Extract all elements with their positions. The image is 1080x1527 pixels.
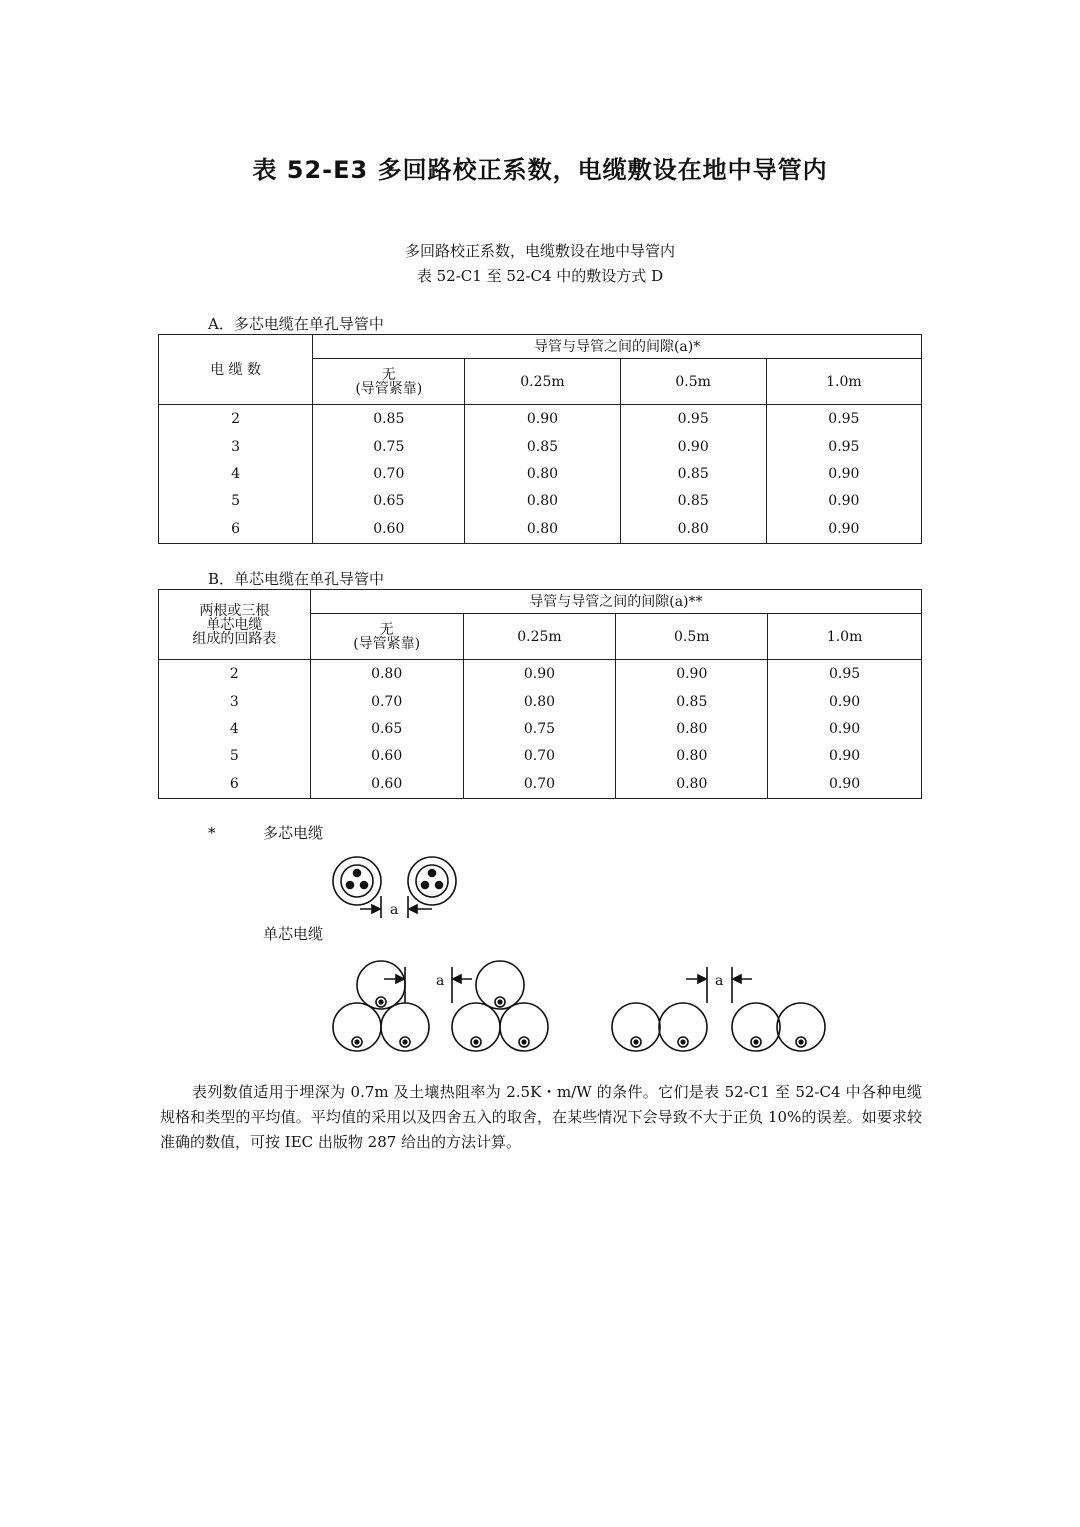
table-b-col-none-line1: 无	[379, 621, 394, 638]
row-count-cell: 2	[159, 405, 313, 434]
factor-cell: 0.70	[463, 743, 616, 770]
factor-cell: 0.60	[310, 743, 463, 770]
factor-cell: 0.80	[616, 743, 768, 770]
note-asterisk: *	[208, 824, 216, 842]
factor-cell: 0.95	[766, 405, 921, 434]
factor-cell: 0.90	[768, 716, 922, 743]
explanatory-paragraph: 表列数值适用于埋深为 0.7m 及土壤热阻率为 2.5K・m/W 的条件。它们是表 52-C1 至 52-C4 中各种电缆规格和类型的平均值。平均值的采用以及四舍五入的取舍，在某些情况下会导致不大于正负 10%的误差。如要求较准确的数值，可按 IEC 出版物 287 给出的方法计算。	[160, 1083, 922, 1151]
factor-cell: 0.95	[620, 405, 766, 434]
factor-cell: 0.90	[463, 660, 616, 689]
row-count-cell: 3	[159, 689, 311, 716]
row-count-cell: 5	[159, 743, 311, 770]
singlecore-cable-diagram	[320, 955, 840, 1060]
table-a-spacing-header: 导管与导管之间的间隙(a)*	[313, 335, 922, 359]
table-row	[159, 770, 922, 799]
trefoil-spacing-symbol: a	[436, 973, 445, 989]
table-b-label: B．单芯电缆在单孔导管中	[208, 570, 385, 588]
table-row	[159, 434, 922, 461]
singlecore-label: 单芯电缆	[263, 925, 324, 943]
factor-cell: 0.90	[766, 461, 921, 488]
row-count-cell: 6	[159, 770, 311, 799]
multicore-cable-diagram	[320, 848, 470, 923]
multicore-conduit-left	[333, 857, 381, 905]
table-row	[159, 716, 922, 743]
multicore-label: 多芯电缆	[263, 824, 324, 842]
page-title: 表 52-E3 多回路校正系数，电缆敷设在地中导管内	[252, 156, 828, 184]
table-a-col-none	[313, 359, 465, 405]
factor-cell: 0.80	[465, 461, 620, 488]
table-b-row-header-line1: 两根或三根	[199, 602, 270, 619]
factor-cell: 0.85	[620, 488, 766, 515]
multicore-conduit-right	[408, 857, 456, 905]
row-count-cell: 2	[159, 660, 311, 689]
factor-cell: 0.85	[313, 405, 465, 434]
row-count-cell: 5	[159, 488, 313, 515]
table-a-col-025: 0.25m	[465, 359, 620, 405]
table-row	[159, 488, 922, 515]
factor-cell: 0.85	[465, 434, 620, 461]
factor-cell: 0.75	[463, 716, 616, 743]
trefoil-group-left	[333, 961, 429, 1051]
table-a-col-05: 0.5m	[620, 359, 766, 405]
factor-cell: 0.85	[620, 461, 766, 488]
table-row	[159, 515, 922, 544]
table-row	[159, 660, 922, 689]
factor-cell: 0.60	[310, 770, 463, 799]
table-b-row-header-line3: 组成的回路表	[192, 630, 277, 647]
table-b-col-none-line2: (导管紧靠)	[353, 635, 421, 652]
table-row	[159, 461, 922, 488]
factor-cell: 0.95	[766, 434, 921, 461]
factor-cell: 0.80	[465, 515, 620, 544]
table-b	[158, 589, 922, 799]
table-b-col-10: 1.0m	[768, 614, 922, 660]
trefoil-spacing-arrows	[384, 967, 472, 1003]
factor-cell: 0.80	[616, 716, 768, 743]
factor-cell: 0.65	[310, 716, 463, 743]
table-row	[159, 689, 922, 716]
table-row	[159, 743, 922, 770]
row-count-cell: 6	[159, 515, 313, 544]
flat-pair-spacing-symbol: a	[715, 973, 724, 989]
table-a-col-none-line1: 无	[381, 366, 396, 383]
factor-cell: 0.70	[310, 689, 463, 716]
table-a-row-header: 电 缆 数	[159, 335, 313, 405]
multicore-spacing-symbol: a	[390, 902, 399, 918]
subtitle-line-2: 表 52-C1 至 52-C4 中的敷设方式 D	[416, 267, 664, 285]
factor-cell: 0.85	[616, 689, 768, 716]
table-a-col-10: 1.0m	[766, 359, 921, 405]
table-row	[159, 405, 922, 434]
factor-cell: 0.80	[463, 689, 616, 716]
table-b-spacing-header: 导管与导管之间的间隙(a)**	[310, 590, 921, 614]
table-a-col-none-line2: (导管紧靠)	[355, 380, 423, 397]
factor-cell: 0.90	[768, 743, 922, 770]
factor-cell: 0.90	[768, 689, 922, 716]
subtitle-line-1: 多回路校正系数，电缆敷设在地中导管内	[404, 242, 675, 260]
factor-cell: 0.80	[616, 770, 768, 799]
factor-cell: 0.70	[313, 461, 465, 488]
table-b-col-05: 0.5m	[616, 614, 768, 660]
factor-cell: 0.80	[620, 515, 766, 544]
factor-cell: 0.90	[620, 434, 766, 461]
factor-cell: 0.90	[768, 770, 922, 799]
row-count-cell: 3	[159, 434, 313, 461]
table-a-label: A．多芯电缆在单孔导管中	[208, 315, 384, 333]
row-count-cell: 4	[159, 461, 313, 488]
table-b-col-025: 0.25m	[463, 614, 616, 660]
table-b-col-none	[310, 614, 463, 660]
flat-pair-right	[732, 1003, 825, 1051]
row-count-cell: 4	[159, 716, 311, 743]
table-b-row-header-line2: 单芯电缆	[206, 616, 263, 633]
factor-cell: 0.75	[313, 434, 465, 461]
factor-cell: 0.90	[766, 515, 921, 544]
factor-cell: 0.95	[768, 660, 922, 689]
factor-cell: 0.90	[616, 660, 768, 689]
factor-cell: 0.80	[465, 488, 620, 515]
table-b-row-header	[159, 590, 311, 660]
factor-cell: 0.70	[463, 770, 616, 799]
factor-cell: 0.80	[310, 660, 463, 689]
factor-cell: 0.60	[313, 515, 465, 544]
table-a	[158, 334, 922, 544]
trefoil-group-right	[452, 961, 548, 1051]
factor-cell: 0.65	[313, 488, 465, 515]
factor-cell: 0.90	[766, 488, 921, 515]
flat-pair-left	[612, 1003, 707, 1051]
factor-cell: 0.90	[465, 405, 620, 434]
